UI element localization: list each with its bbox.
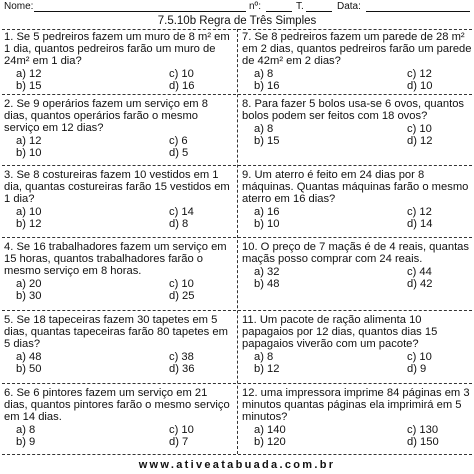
- question-3: [4, 169, 234, 230]
- question-text: 4. Se 16 trabalhadores fazem um serviço em 15 horas, quantos trabalhadores farão o mesmo serviço em 8 horas.: [4, 241, 227, 277]
- option-d[interactable]: d) 150: [407, 436, 439, 448]
- option-a[interactable]: a) 12: [16, 68, 42, 80]
- option-d[interactable]: d) 16: [169, 80, 195, 92]
- option-b[interactable]: b) 48: [254, 278, 280, 290]
- option-a[interactable]: a) 32: [254, 266, 280, 278]
- row-divider: [2, 383, 472, 384]
- option-c[interactable]: c) 38: [169, 351, 194, 363]
- website-footer: www.ativeatabuada.com.br: [138, 459, 336, 471]
- worksheet-title: 7.5.10b Regra de Três Simples: [157, 15, 317, 27]
- column-divider: [237, 29, 238, 454]
- question-text: 2. Se 9 operários fazem um serviço em 8 dias, quantos operários farão o mesmo serviço em 12 dias?: [4, 98, 208, 134]
- question-text: 5. Se 18 tapeceiras fazem 30 tapetes em 5 dias, quantas tapeceiras farão 80 tapetes em 5 dias?: [4, 314, 228, 350]
- class-label: T.: [296, 1, 304, 12]
- question-7: [242, 31, 472, 92]
- question-text: 1. Se 5 pedreiros fazem um muro de 8 m² em 1 dia, quantos pedreiros farão um muro de 24m² em 1 dia?: [4, 31, 230, 67]
- option-d[interactable]: d) 8: [169, 218, 189, 230]
- option-a[interactable]: a) 48: [16, 351, 42, 363]
- option-c[interactable]: c) 10: [407, 351, 432, 363]
- question-8: [242, 98, 472, 147]
- option-b[interactable]: b) 15: [254, 135, 280, 147]
- option-a[interactable]: a) 8: [254, 351, 274, 363]
- option-c[interactable]: c) 10: [169, 68, 194, 80]
- answer-options: [242, 424, 472, 448]
- answer-options: [4, 351, 234, 375]
- row-divider: [2, 94, 472, 95]
- option-a[interactable]: a) 16: [254, 206, 280, 218]
- option-d[interactable]: d) 10: [407, 80, 433, 92]
- option-d[interactable]: d) 12: [407, 135, 433, 147]
- row-divider: [2, 165, 472, 166]
- question-10: [242, 241, 472, 290]
- question-6: [4, 387, 234, 448]
- option-b[interactable]: b) 10: [254, 218, 280, 230]
- option-c[interactable]: c) 12: [407, 68, 432, 80]
- option-a[interactable]: a) 8: [16, 424, 36, 436]
- answer-options: [242, 206, 472, 230]
- question-1: [4, 31, 234, 92]
- answer-options: [4, 278, 234, 302]
- question-text: 8. Para fazer 5 bolos usa-se 6 ovos, quantos bolos podem ser feitos com 18 ovos?: [242, 98, 465, 122]
- question-text: 9. Um aterro é feito em 24 dias por 8 máquinas. Quantas máquinas farão o mesmo aterro em 16 dias?: [242, 169, 469, 205]
- question-5: [4, 314, 234, 375]
- option-d[interactable]: d) 5: [169, 147, 189, 159]
- option-c[interactable]: c) 6: [169, 135, 188, 147]
- class-field-line[interactable]: [306, 11, 332, 12]
- option-c[interactable]: c) 10: [169, 424, 194, 436]
- option-d[interactable]: d) 14: [407, 218, 433, 230]
- option-b[interactable]: b) 12: [254, 363, 280, 375]
- question-11: [242, 314, 472, 375]
- option-a[interactable]: a) 10: [16, 206, 42, 218]
- question-12: [242, 387, 472, 448]
- name-field-line[interactable]: [34, 11, 246, 12]
- option-c[interactable]: c) 10: [407, 123, 432, 135]
- option-a[interactable]: a) 8: [254, 68, 274, 80]
- option-a[interactable]: a) 20: [16, 278, 42, 290]
- option-c[interactable]: c) 44: [407, 266, 432, 278]
- option-b[interactable]: b) 50: [16, 363, 42, 375]
- option-d[interactable]: d) 36: [169, 363, 195, 375]
- option-d[interactable]: d) 9: [407, 363, 427, 375]
- option-b[interactable]: b) 16: [254, 80, 280, 92]
- answer-options: [4, 135, 234, 159]
- question-2: [4, 98, 234, 159]
- row-divider: [2, 454, 472, 455]
- number-label: nº:: [249, 1, 261, 12]
- question-text: 10. O preço de 7 maçãs é de 4 reais, quantas maçãs posso comprar com 24 reais.: [242, 241, 469, 265]
- option-c[interactable]: c) 10: [169, 278, 194, 290]
- option-b[interactable]: b) 10: [16, 147, 42, 159]
- option-a[interactable]: a) 8: [254, 123, 274, 135]
- option-b[interactable]: b) 30: [16, 290, 42, 302]
- answer-options: [4, 68, 234, 92]
- option-d[interactable]: d) 42: [407, 278, 433, 290]
- option-b[interactable]: b) 120: [254, 436, 286, 448]
- question-text: 6. Se 6 pintores fazem um serviço em 21 dias, quantos pintores farão o mesmo serviço em 14 dias.: [4, 387, 230, 423]
- answer-options: [242, 266, 472, 290]
- name-label: Nome:: [4, 1, 34, 12]
- option-d[interactable]: d) 7: [169, 436, 189, 448]
- number-field-line[interactable]: [266, 11, 292, 12]
- date-label: Data:: [337, 1, 361, 12]
- option-c[interactable]: c) 12: [407, 206, 432, 218]
- date-field-line[interactable]: [366, 11, 470, 12]
- row-divider: [2, 237, 472, 238]
- answer-options: [4, 206, 234, 230]
- row-divider: [2, 310, 472, 311]
- row-divider: [2, 29, 472, 30]
- option-d[interactable]: d) 25: [169, 290, 195, 302]
- answer-options: [4, 424, 234, 448]
- answer-options: [242, 123, 472, 147]
- option-c[interactable]: c) 130: [407, 424, 439, 436]
- option-b[interactable]: b) 12: [16, 218, 42, 230]
- student-header: [0, 0, 474, 14]
- question-4: [4, 241, 234, 302]
- question-text: 3. Se 8 costureiras fazem 10 vestidos em 1 dia, quantas costureiras farão 15 vestidos em 1 dia?: [4, 169, 230, 205]
- option-b[interactable]: b) 9: [16, 436, 36, 448]
- option-c[interactable]: c) 14: [169, 206, 194, 218]
- question-text: 11. Um pacote de ração alimenta 10 papagaios por 12 dias, quantos dias 15 papagaios viverão com um pacote?: [242, 314, 438, 350]
- option-a[interactable]: a) 140: [254, 424, 286, 436]
- option-b[interactable]: b) 15: [16, 80, 42, 92]
- answer-options: [242, 68, 472, 92]
- question-text: 7. Se 8 pedreiros fazem um parede de 28 m² em 2 dias, quantos pedreiros farão um parede de 42m² em 2 dias?: [242, 31, 472, 67]
- option-a[interactable]: a) 12: [16, 135, 42, 147]
- answer-options: [242, 351, 472, 375]
- question-text: 12. uma impressora imprime 84 páginas em 3 minutos quantas páginas ela imprimirá em 5 minutos?: [242, 387, 470, 423]
- question-9: [242, 169, 472, 230]
